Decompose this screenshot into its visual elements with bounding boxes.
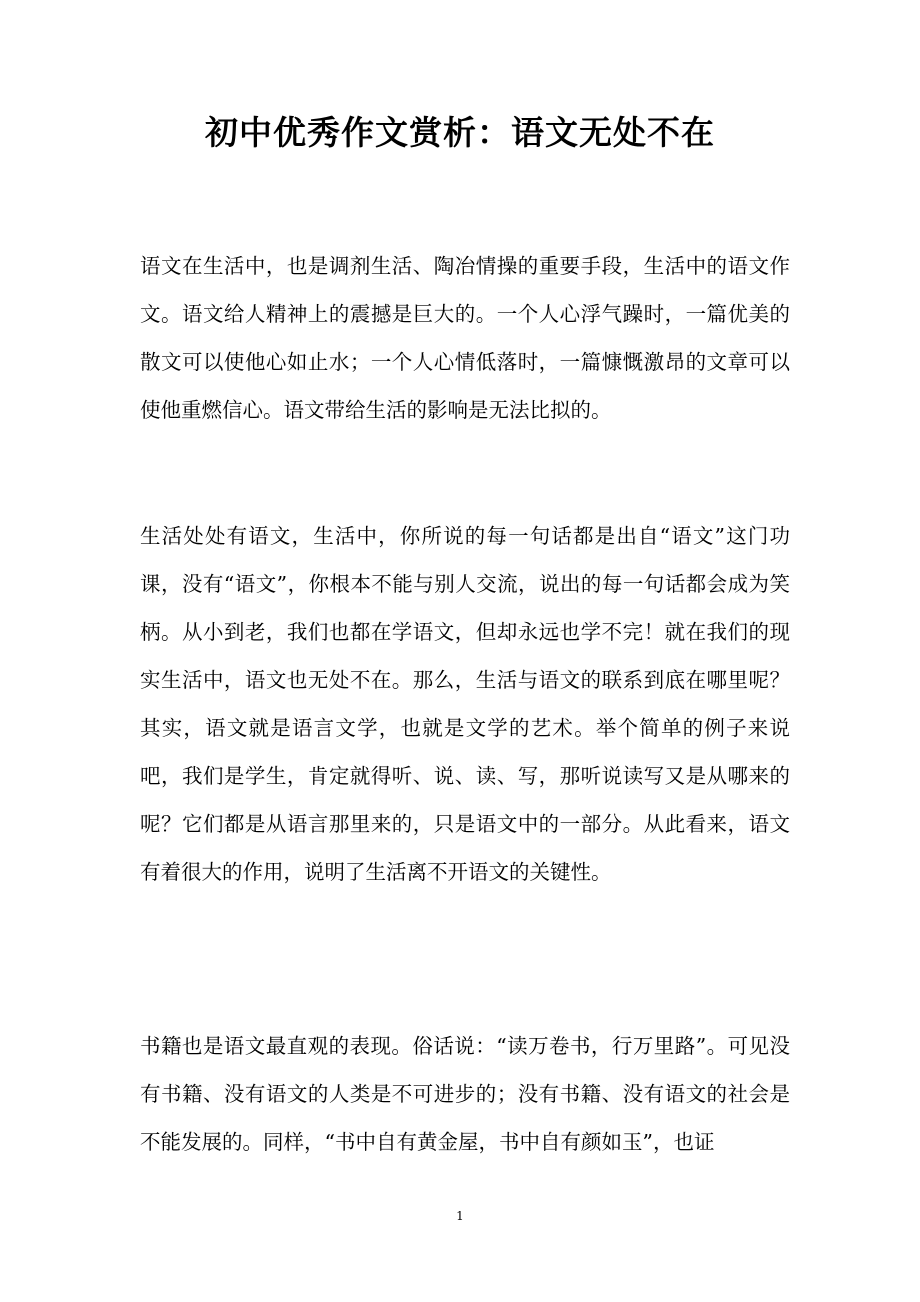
paragraph-1: 语文在生活中，也是调剂生活、陶冶情操的重要手段，生活中的语文作文。语文给人精神上的震撼是巨大的。一个人心浮气躁时，一篇优美的散文可以使他心如止水；一个人心情低落时，一篇慷慨激昂的文章可以使他重燃信心。语文带给生活的影响是无法比拟的。 (140, 254, 790, 422)
paragraph-3: 书籍也是语文最直观的表现。俗话说：“读万卷书，行万里路”。可见没有书籍、没有语文的人类是不可进步的；没有书籍、没有语文的社会是不能发展的。同样，“书中自有黄金屋，书中自有颜如玉”，也证 (140, 1034, 790, 1154)
page-number: 1 (456, 1209, 464, 1223)
paragraph-2: 生活处处有语文，生活中，你所说的每一句话都是出自“语文”这门功课，没有“语文”，你根本不能与别人交流，说出的每一句话都会成为笑柄。从小到老，我们也都在学语文，但却永远也学不完！就在我们的现实生活中，语文也无处不在。那么，生活与语文的联系到底在哪里呢？其实，语文就是语言文学，也就是文学的艺术。举个简单的例子来说吧，我们是学生，肯定就得听、说、读、写，那听说读写又是从哪来的呢？它们都是从语言那里来的，只是语文中的一部分。从此看来，语文有着很大的作用，说明了生活离不开语文的关键性。 (140, 524, 790, 884)
document-title: 初中优秀作文赏析：语文无处不在 (205, 113, 715, 152)
